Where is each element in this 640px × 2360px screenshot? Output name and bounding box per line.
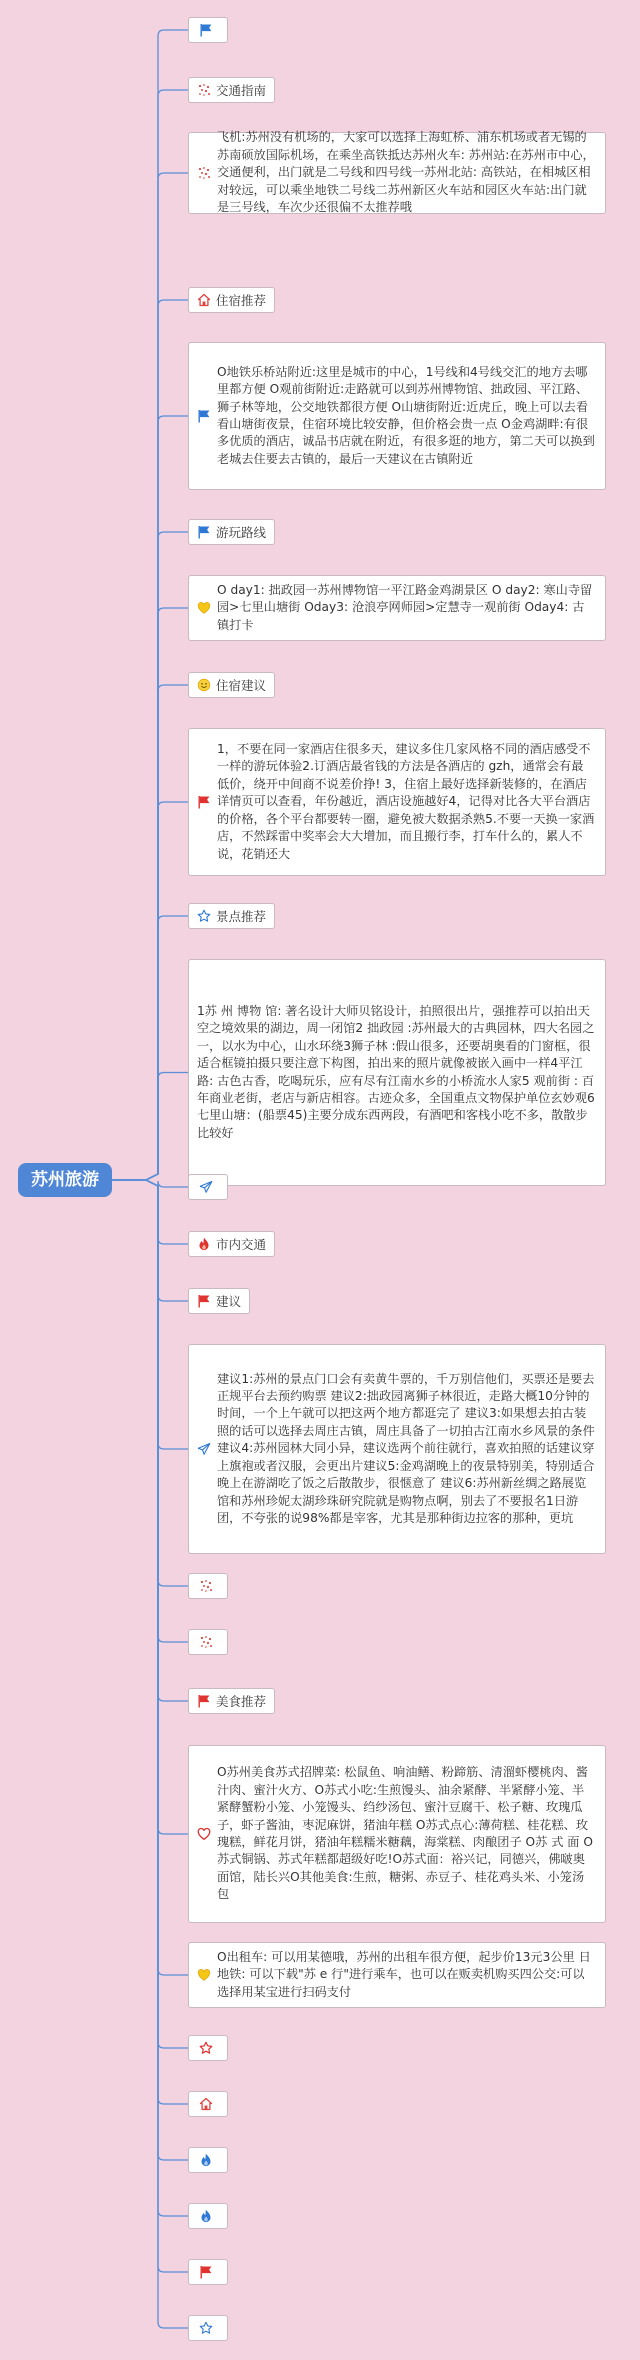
branch-note-18[interactable]	[188, 1745, 606, 1923]
connector-line	[112, 1180, 188, 1586]
branch-topic-17[interactable]	[188, 1688, 275, 1714]
connector-line	[112, 1180, 188, 2216]
branch-icon-node-21[interactable]	[188, 2091, 228, 2117]
connector-line	[112, 1180, 188, 2272]
star-icon	[199, 2041, 213, 2055]
heart-icon	[197, 601, 211, 615]
connector-line	[112, 1180, 188, 1187]
fire-icon	[199, 2153, 213, 2167]
branch-note-19[interactable]	[188, 1942, 606, 2008]
flag-icon	[199, 23, 213, 37]
connector-line	[112, 1180, 188, 2160]
connector-line	[112, 1180, 188, 1975]
note-text: 1苏 州 博物 馆: 著名设计大师贝铭设计，拍照很出片，强推荐可以拍出天空之境效果的湖边，周一闭馆2 拙政园 :苏州最大的古典园林，四大名园之一，以水为中心，山水环绕3狮子林 :假山很多，还要胡奥看的门窗框，很适合框镜拍摄只要注意下构图，拍出来的照片就像被嵌入画中一样4平江路: 古色古香，吃喝玩乐，应有尽有江南水乡的小桥流水人家5 观前街 : 百年商业老街，老店与新店相容。古迹众多，全国重点文物保护单位玄妙观6七里山塘：(船票45)主要分成东西两段，有酒吧和客栈小吃不多，散散步比较好	[197, 1003, 595, 1140]
connector-line	[112, 1180, 188, 1449]
connector-line	[112, 685, 188, 1180]
branch-icon-node-15[interactable]	[188, 1573, 228, 1599]
branch-icon-node-24[interactable]	[188, 2259, 228, 2285]
connector-line	[112, 1180, 188, 2048]
branch-note-2[interactable]	[188, 132, 606, 214]
branch-icon-node-20[interactable]	[188, 2035, 228, 2061]
branch-topic-3[interactable]	[188, 287, 275, 313]
connector-line	[112, 30, 188, 1180]
topic-label: 建议	[216, 1294, 242, 1309]
send-icon	[199, 1180, 213, 1194]
topic-label: 交通指南	[216, 83, 267, 98]
fire-icon	[197, 1237, 211, 1251]
topic-label: 住宿建议	[216, 678, 267, 693]
branch-note-4[interactable]	[188, 342, 606, 490]
connector-line	[112, 1073, 188, 1181]
topic-label: 游玩路线	[216, 525, 267, 540]
note-text: O day1: 拙政园一苏州博物馆一平江路金鸡湖景区 O day2: 寒山寺留园>七里山塘街 Oday3: 沧浪亭网师园>定慧寺一观前街 Oday4: 古镇打卡	[217, 582, 593, 632]
flag-icon	[197, 525, 211, 539]
sparkle-icon	[197, 83, 211, 97]
home-icon	[197, 293, 211, 307]
connector-line	[112, 802, 188, 1180]
star-icon	[199, 2321, 213, 2335]
home-icon	[199, 2097, 213, 2111]
connector-line	[112, 300, 188, 1180]
branch-icon-node-25[interactable]	[188, 2315, 228, 2341]
smile-icon	[197, 678, 211, 692]
star-icon	[197, 909, 211, 923]
connector-line	[112, 90, 188, 1180]
branch-note-10[interactable]	[188, 959, 606, 1186]
branch-note-6[interactable]	[188, 575, 606, 641]
branch-icon-node-22[interactable]	[188, 2147, 228, 2173]
flag-icon	[197, 795, 211, 809]
connector-line	[112, 1180, 188, 1244]
flag-icon	[197, 1694, 211, 1708]
connector-line	[112, 532, 188, 1180]
heart-icon	[197, 1827, 211, 1841]
topic-label: 景点推荐	[216, 909, 267, 924]
sparkle-icon	[199, 1579, 213, 1593]
note-text: 建议1:苏州的景点门口会有卖黄牛票的，千万别信他们，买票还是要去正规平台去预约购票 建议2:拙政园离狮子林很近，走路大概10分钟的时间，一个上午就可以把这两个地方都逛完了 建议3:如果想去拍古装照的话可以选择去周庄古镇，周庄具备了一切拍古江南水乡风景的条件建议4:苏州园林大同小异，建议选两个前往就行，喜欢拍照的话建议穿上旗袍或者汉服，会更出片建议5:金鸡湖晚上的夜景特别美，特别适合晚上在游湖吃了饭之后散散步，很惬意了 建议6:苏州新丝绸之路展览馆和苏州珍妮太湖珍珠研究院就是购物点啊，别去了不要报名1日游团，不夸张的说98%都是宰客，尤其是那种街边拉客的那种，更坑	[217, 1371, 595, 1525]
note-text: O苏州美食苏式招牌菜: 松鼠鱼、响油鳝、粉蹄筋、清溜虾樱桃肉、酱汁肉、蜜汁火方、O苏式小吃:生煎馒头、油余紧酵、半紧酵小笼、半紧酵蟹粉小笼、小笼馒头、绉纱汤包、蜜汁豆腐干、松子糖、玫瑰瓜子，虾子酱油，枣泥麻饼，猪油年糕 O苏式点心:薄荷糕、桂花糕、玫瑰糕，鲜花月饼，猪油年糕糯米糖藕，海棠糕、肉酿团子 O苏 式 面 O 苏式铜锅、苏式年糕都超级好吃!O苏式面：裕兴记，同德兴，佛啵奥面馆，陆长兴O其他美食:生煎，糖粥、赤豆子、桂花鸡头米、小笼汤包	[217, 1765, 593, 1902]
connector-line	[112, 608, 188, 1180]
topic-label: 住宿推荐	[216, 293, 267, 308]
sparkle-icon	[197, 166, 211, 180]
note-text: 飞机:苏州没有机场的，大家可以选择上海虹桥、浦东机场或者无锡的苏南硕放国际机场，在乘坐高铁抵达苏州火车: 苏州站:在苏州市中心，交通便利，出门就是二号线和四号线一苏州北站: 高铁站，在相城区相对较远，可以乘坐地铁二号线二苏州新区火车站和园区火车站:出门就是三号线，车次少还很偏不太推荐哦	[217, 130, 595, 215]
heart-icon	[197, 1968, 211, 1982]
connector-line	[112, 1180, 188, 1701]
topic-label: 市内交通	[216, 1237, 267, 1252]
connector-line	[112, 1180, 188, 1301]
fire-icon	[199, 2209, 213, 2223]
root-node[interactable]: 苏州旅游	[18, 1163, 112, 1197]
branch-topic-1[interactable]	[188, 77, 275, 103]
send-icon	[197, 1442, 211, 1456]
connector-line	[112, 1180, 188, 1642]
connector-line	[112, 1180, 188, 1834]
connector-line	[112, 916, 188, 1180]
flag-icon	[199, 2265, 213, 2279]
branch-topic-5[interactable]	[188, 519, 275, 545]
branch-icon-node-11[interactable]	[188, 1174, 228, 1200]
connector-line	[112, 173, 188, 1180]
connector-line	[112, 416, 188, 1180]
branch-topic-7[interactable]	[188, 672, 275, 698]
branch-icon-node-23[interactable]	[188, 2203, 228, 2229]
connector-line	[112, 1180, 188, 2328]
topic-label: 美食推荐	[216, 1694, 267, 1709]
branch-note-8[interactable]	[188, 728, 606, 876]
branch-icon-node-16[interactable]	[188, 1629, 228, 1655]
note-text: O地铁乐桥站附近:这里是城市的中心，1号线和4号线交汇的地方去哪里都方便 O观前街附近:走路就可以到苏州博物馆、拙政园、平江路、狮子林等地，公交地铁都很方便 O山塘街附近:近虎丘，晚上可以去看看山塘街夜景，住宿环境比较安静，但价格会贵一点 O金鸡湖畔:有很多优质的酒店，诚品书店就在附近，有很多逛的地方，第二天可以换到老城去住要去古镇的，最后一天建议在古镇附近	[217, 364, 595, 466]
flag-icon	[197, 1294, 211, 1308]
sparkle-icon	[199, 1635, 213, 1649]
branch-topic-9[interactable]	[188, 903, 275, 929]
flag-icon	[197, 409, 211, 423]
branch-topic-13[interactable]	[188, 1288, 250, 1314]
branch-note-14[interactable]	[188, 1344, 606, 1554]
branch-icon-node-0[interactable]	[188, 17, 228, 43]
note-text: 1，不要在同一家酒店住很多天，建议多住几家风格不同的酒店感受不一样的游玩体验2.订酒店最省钱的方法是各酒店的 gzh，通常会有最低价，绕开中间商不说差价挣! 3，住宿上最好选择新装修的，在酒店详情页可以查看，年份越近，酒店设施越好4，记得对比各大平台酒店的价格，各个平台都要转一圈，避免被大数据杀熟5.不要一天换一家酒店，不然踩雷中奖率会大大增加，而且搬行李，打车什么的，累人不说，花销还大	[217, 742, 595, 861]
note-text: O出租车: 可以用某德哦，苏州的出租车很方便，起步价13元3公里 日地铁: 可以下载"苏 e 行"进行乘车，也可以在贩卖机购买四公交:可以选择用某宝进行扫码支付	[217, 1949, 591, 1999]
branch-topic-12[interactable]	[188, 1231, 275, 1257]
